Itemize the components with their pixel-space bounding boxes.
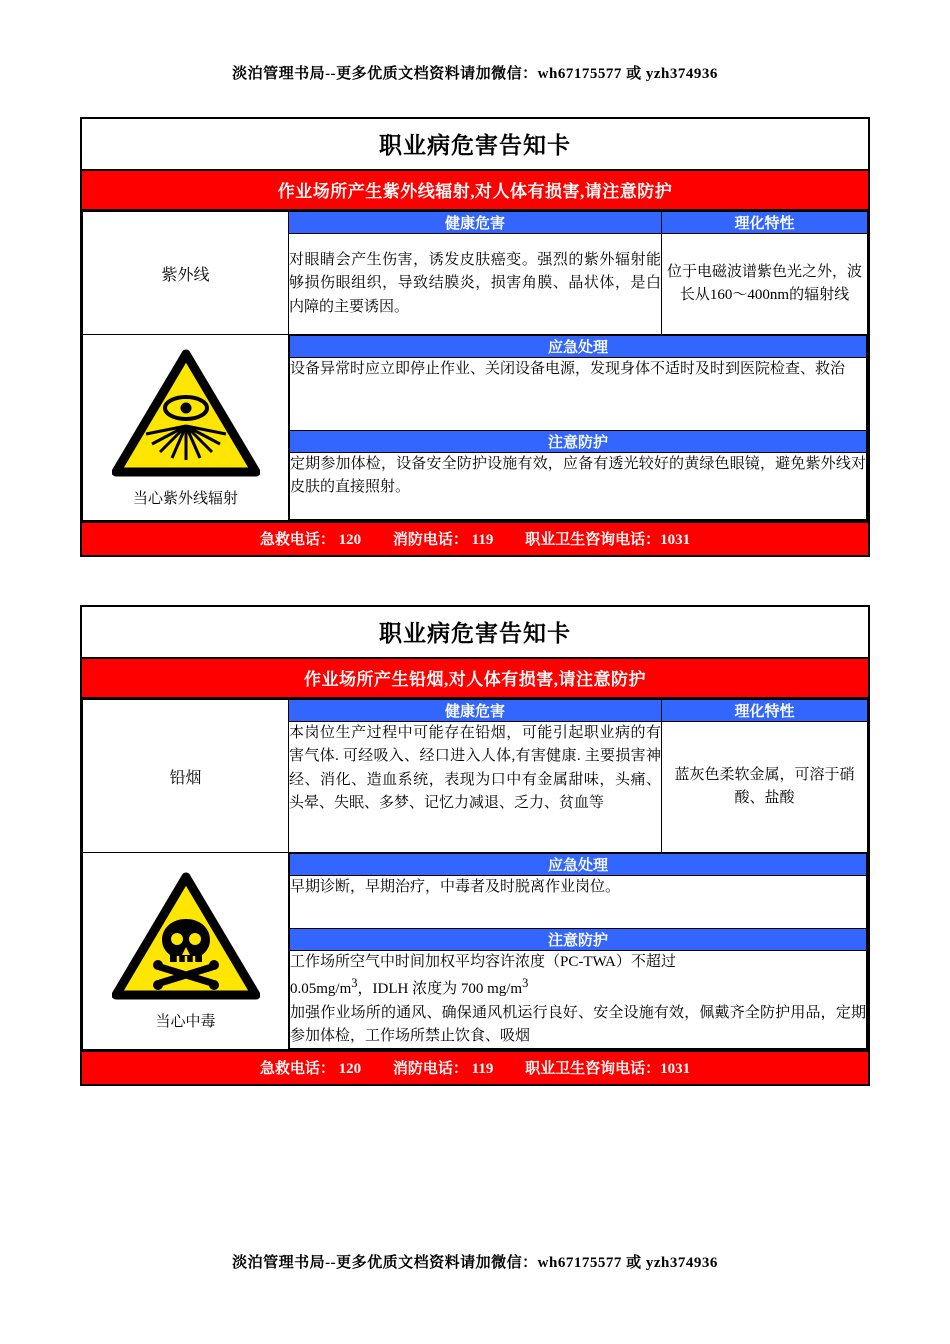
- card-banner: 作业场所产生铅烟,对人体有损害,请注意防护: [82, 659, 868, 699]
- card-body-table: [82, 699, 868, 1050]
- hazard-card-uv: [80, 117, 870, 557]
- page-footer-watermark: 淡泊管理书局--更多优质文档资料请加微信：wh67175577 或 yzh374936: [232, 1255, 718, 1271]
- phone-fire: 消防电话： 119: [392, 1061, 494, 1077]
- phone-fire: 消防电话： 119: [392, 532, 494, 548]
- physical-property-text: 位于电磁波谱紫色光之外，波长从160～400nm的辐射线: [662, 234, 868, 335]
- health-hazard-header: 健康危害: [289, 212, 662, 234]
- protection-line-2: [290, 974, 866, 1001]
- phone-occupational-health: 职业卫生咨询电话：1031: [525, 532, 691, 548]
- hazard-card-lead-fume: [80, 605, 870, 1086]
- idlh-value: ，IDLH 浓度为 700 mg/m: [357, 981, 523, 998]
- card-body-table: [82, 211, 868, 521]
- health-hazard-header: 健康危害: [289, 700, 662, 722]
- hazard-name-cell: [83, 212, 289, 335]
- protection-text: [290, 951, 867, 1049]
- emergency-text: 早期诊断，早期治疗，中毒者及时脱离作业岗位。: [290, 876, 867, 929]
- emergency-phones-bar: [82, 1050, 868, 1084]
- emergency-protection-cell: [289, 853, 868, 1050]
- page-header-watermark: 淡泊管理书局--更多优质文档资料请加微信：wh67175577 或 yzh374936: [232, 66, 718, 82]
- emergency-header: 应急处理: [290, 336, 867, 358]
- protection-header: 注意防护: [290, 929, 867, 951]
- protection-line-3: 加强作业场所的通风、确保通风机运行良好、安全设施有效，佩戴齐全防护用品，定期参加体检，工作场所禁止饮食、吸烟: [290, 1004, 866, 1044]
- warning-sign-caption: 当心紫外线辐射: [132, 490, 238, 507]
- unit-exponent: 3: [351, 976, 358, 991]
- card-title: 职业病危害告知卡: [82, 607, 868, 659]
- hazard-name: 铅烟: [169, 769, 202, 787]
- emergency-header: 应急处理: [290, 854, 867, 876]
- protection-line-1: 工作场所空气中时间加权平均容许浓度（PC-TWA）不超过: [290, 954, 676, 970]
- hazard-name: 紫外线: [161, 266, 210, 284]
- unit-exponent: 3: [522, 976, 529, 991]
- physical-property-header: 理化特性: [662, 212, 868, 234]
- emergency-text: 设备异常时应立即停止作业、关闭设备电源，发现身体不适时及时到医院检查、救治: [290, 358, 867, 431]
- health-hazard-text: 对眼睛会产生伤害，诱发皮肤癌变。强烈的紫外辐射能够损伤眼组织，导致结膜炎，损害角膜、晶状体，是白内障的主要诱因。: [289, 234, 662, 335]
- warning-sign-cell: [83, 335, 289, 521]
- phone-occupational-health: 职业卫生咨询电话：1031: [525, 1061, 691, 1077]
- emergency-phones-bar: [82, 521, 868, 555]
- physical-property-text: 蓝灰色柔软金属，可溶于硝酸、盐酸: [662, 722, 868, 853]
- warning-sign-caption: 当心中毒: [155, 1014, 216, 1030]
- warning-sign-cell: [83, 853, 289, 1050]
- toxic-skull-warning-icon: [83, 871, 288, 1006]
- hazard-name-cell: [83, 700, 289, 853]
- pc-twa-value: 0.05mg/m: [290, 981, 352, 998]
- protection-text: 定期参加体检，设备安全防护设施有效，应备有透光较好的黄绿色眼镜，避免紫外线对皮肤的直接照射。: [290, 453, 867, 520]
- emergency-protection-cell: [289, 335, 868, 521]
- card-title: 职业病危害告知卡: [82, 119, 868, 171]
- phone-first-aid: 急救电话： 120: [259, 532, 362, 548]
- phone-first-aid: 急救电话： 120: [259, 1061, 362, 1077]
- uv-radiation-warning-icon: [83, 348, 288, 483]
- protection-header: 注意防护: [290, 431, 867, 453]
- health-hazard-text: 本岗位生产过程中可能存在铅烟，可能引起职业病的有害气体. 可经吸入、经口进入人体,有害健康. 主要损害神经、消化、造血系统，表现为口中有金属甜味，头痛、头晕、失眠、多梦、记忆力减退、乏力、贫血等: [289, 722, 662, 853]
- physical-property-header: 理化特性: [662, 700, 868, 722]
- card-banner: 作业场所产生紫外线辐射,对人体有损害,请注意防护: [82, 171, 868, 211]
